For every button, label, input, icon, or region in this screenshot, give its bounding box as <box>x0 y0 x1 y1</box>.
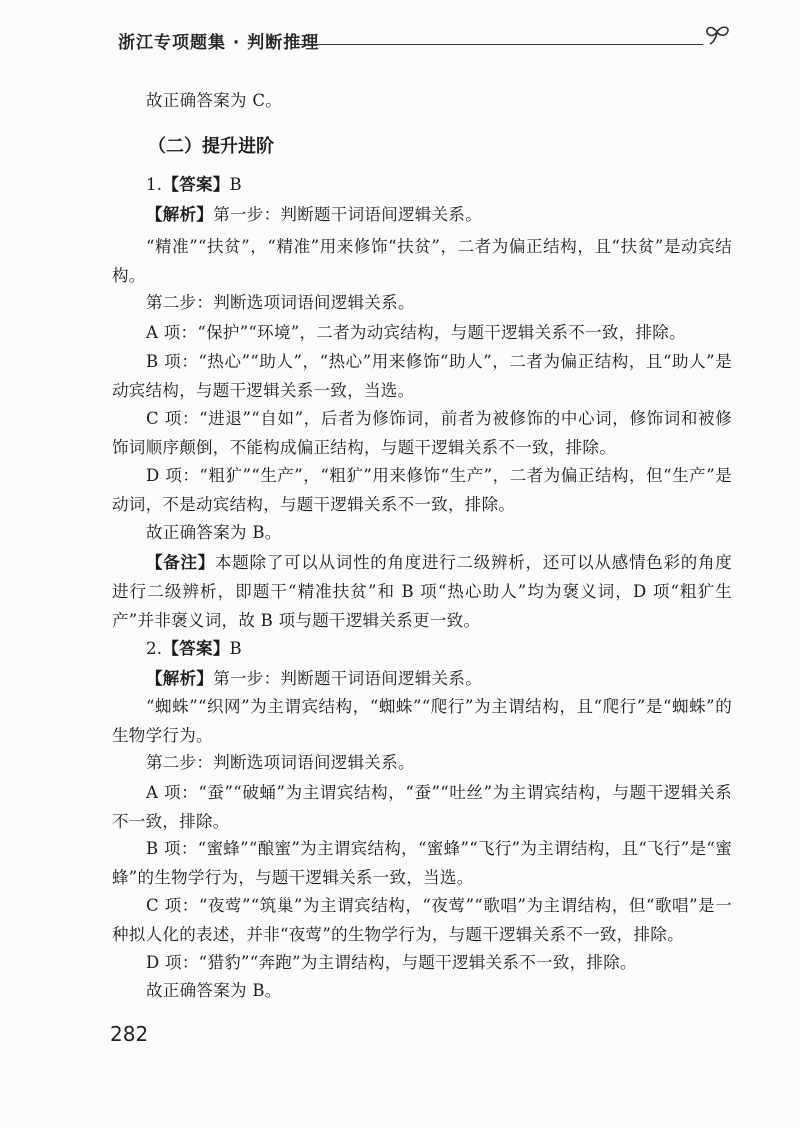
q2-option-a: A 项：“蚕”“破蛹”为主谓宾结构，“蚕”“吐丝”为主谓宾结构，与题干逻辑关系不一致，排除。 <box>112 783 732 831</box>
q2-option-b: B 项：“蜜蜂”“酿蜜”为主谓宾结构，“蜜蜂”“飞行”为主谓结构，且“飞行”是“蜜蜂”的生物学行为，与题干逻辑关系一致，当选。 <box>112 839 732 887</box>
q1-option-c: C 项：“进退”“自如”，后者为修饰词，前者为被修饰的中心词，修饰词和被修饰词顺序颠倒，不能构成偏正结构，与题干逻辑关系不一致，排除。 <box>112 409 732 457</box>
analysis-label: 【解析】 <box>146 669 214 688</box>
q1-answer-value: B <box>229 175 242 194</box>
running-header-title: 浙江专项题集 · 判断推理 <box>118 33 320 53</box>
q1-step1-text: 第一步：判断题干词语间逻辑关系。 <box>213 205 483 224</box>
q2-option-d: D 项：“猎豹”“奔跑”为主谓结构，与题干逻辑关系不一致，排除。 <box>146 953 637 972</box>
q2-answer-value: B <box>229 639 242 658</box>
q2-number: 2. <box>146 639 163 658</box>
note-label: 【备注】 <box>146 553 215 572</box>
q2-step1 <box>146 664 732 693</box>
q1-answer <box>146 170 732 199</box>
q2-conclusion: 故正确答案为 B。 <box>146 981 282 1000</box>
q1-number: 1. <box>146 175 163 194</box>
q1-step1 <box>146 200 732 229</box>
q1-note-text: 本题除了可以从词性的角度进行二级辨析，还可以从感情色彩的角度进行二级辨析，即题干“精准扶贫”和 B 项“热心助人”均为褒义词，D 项“粗犷生产”并非褒义词，故 B 项与题干逻辑关系更一致。 <box>112 553 733 630</box>
q1-option-b: B 项：“热心”“助人”，“热心”用来修饰“助人”，二者为偏正结构，且“助人”是动宾结构，与题干逻辑关系一致，当选。 <box>112 352 732 400</box>
page-number: 282 <box>110 1022 149 1046</box>
analysis-label: 【解析】 <box>146 205 214 224</box>
q2-answer <box>146 634 732 663</box>
q2-option-c: C 项：“夜莺”“筑巢”为主谓宾结构，“夜莺”“歌唱”为主谓结构，但“歌唱”是一种拟人化的表述，并非“夜莺”的生物学行为，与题干逻辑关系不一致，排除。 <box>112 896 732 944</box>
q1-step2: 第二步：判断选项词语间逻辑关系。 <box>146 293 415 312</box>
q2-step1-text: 第一步：判断题干词语间逻辑关系。 <box>213 669 483 688</box>
q1-conclusion: 故正确答案为 B。 <box>146 523 282 542</box>
sprout-icon <box>700 18 736 54</box>
q1-option-a: A 项：“保护”“环境”，二者为动宾结构，与题干逻辑关系不一致，排除。 <box>146 323 686 342</box>
answer-label: 【答案】 <box>162 175 230 194</box>
q1-paragraph-1: “精准”“扶贫”，“精准”用来修饰“扶贫”，二者为偏正结构，且“扶贫”是动宾结构。 <box>112 237 732 285</box>
q2-step2: 第二步：判断选项词语间逻辑关系。 <box>146 753 415 772</box>
section-title: （二）提升进阶 <box>148 136 274 157</box>
q1-note <box>112 548 732 635</box>
q1-option-d: D 项：“粗犷”“生产”，“粗犷”用来修饰“生产”，二者为偏正结构，但“生产”是动词，不是动宾结构，与题干逻辑关系不一致，排除。 <box>112 466 732 514</box>
answer-label: 【答案】 <box>162 639 230 658</box>
closing-line: 故正确答案为 C。 <box>146 91 283 110</box>
header-rule <box>295 44 703 45</box>
q2-paragraph-1: “蜘蛛”“织网”为主谓宾结构，“蜘蛛”“爬行”为主谓结构，且“爬行”是“蜘蛛”的生物学行为。 <box>112 697 732 745</box>
